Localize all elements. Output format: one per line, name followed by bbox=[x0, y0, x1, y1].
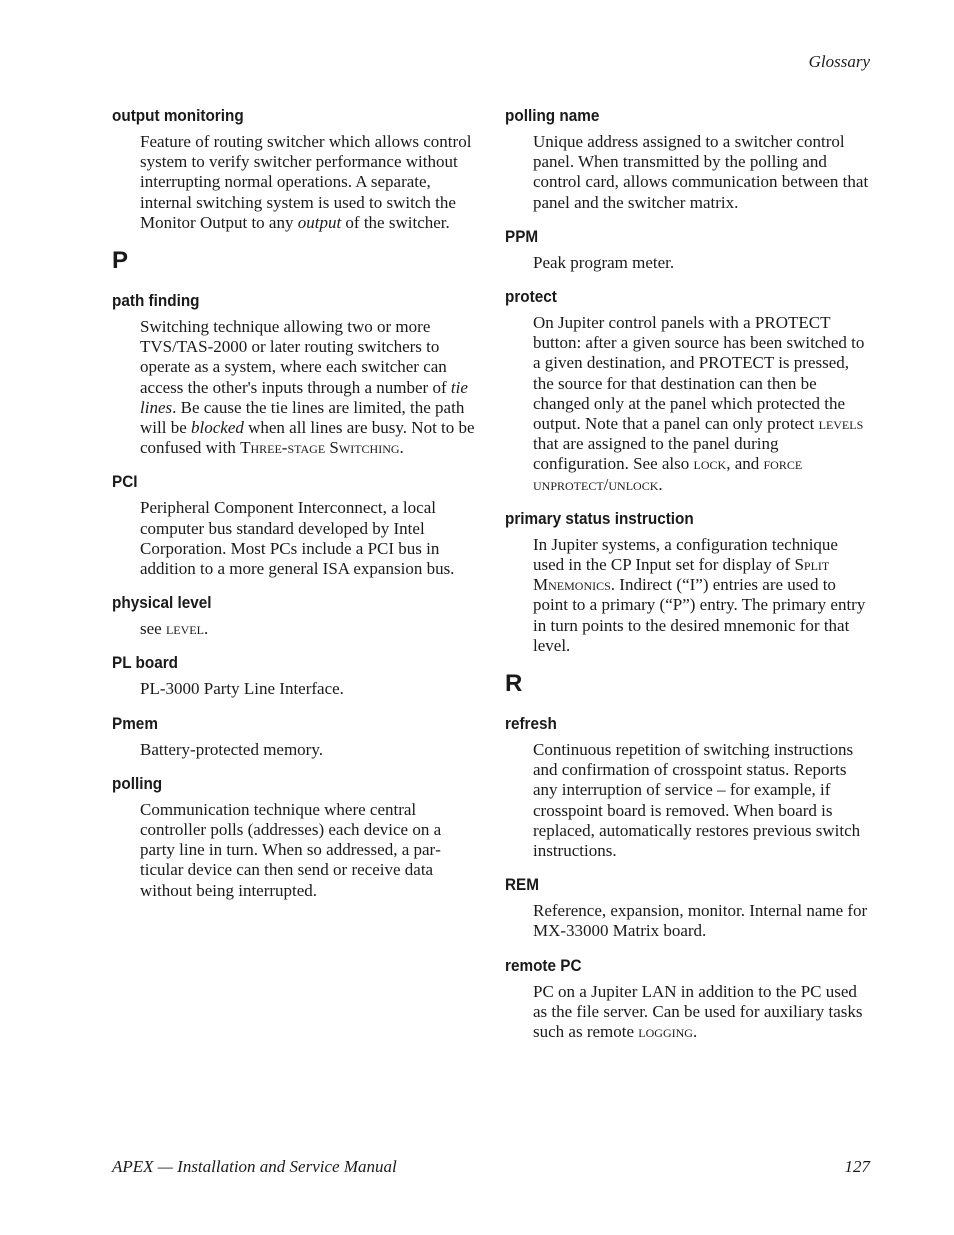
right-column bbox=[505, 106, 871, 1056]
cross-reference: force unprotect/unlock bbox=[533, 454, 803, 494]
glossary-entry-polling bbox=[112, 774, 478, 901]
term-heading: PCI bbox=[112, 472, 138, 492]
term-definition: Continuous repetition of switching instructions and confirmation of crosspoint status. Reports any interruption of service – for example, if crosspoint board is removed. When board is replaced, automatically restores previous switch instructions. bbox=[533, 740, 861, 861]
definition-text: . bbox=[692, 1022, 698, 1042]
definition-text: see bbox=[140, 619, 166, 639]
term-heading: PPM bbox=[505, 226, 539, 246]
term-definition: PL-3000 Party Line Interface. bbox=[140, 679, 344, 699]
term-heading: physical level bbox=[112, 593, 212, 613]
term-definition bbox=[140, 132, 478, 233]
section-letter-p: P bbox=[112, 247, 129, 275]
term-definition: Reference, expansion, monitor. Internal name for MX-33000 Matrix board. bbox=[533, 901, 868, 941]
term-definition bbox=[533, 313, 871, 495]
running-header: Glossary bbox=[808, 52, 870, 71]
glossary-entry-physical-level bbox=[112, 593, 478, 639]
cross-reference: level bbox=[165, 619, 204, 639]
glossary-entry-ppm bbox=[505, 227, 871, 273]
cross-reference: Three-stage Switching bbox=[240, 438, 400, 458]
definition-text: . bbox=[399, 438, 404, 458]
term-definition: Peak program meter. bbox=[533, 252, 675, 272]
term-definition: Unique address assigned to a switcher control panel. When transmitted by the polling and control card, allows communication between that panel and the switcher matrix. bbox=[533, 132, 869, 212]
term-definition bbox=[140, 619, 478, 639]
cross-reference: Split Mnemonics bbox=[533, 555, 830, 595]
glossary-entry-remote-pc bbox=[505, 956, 871, 1043]
definition-text: when all lines are busy. Not to be confused with bbox=[140, 418, 475, 458]
cross-reference: logging bbox=[638, 1022, 693, 1042]
definition-text: of the switcher. bbox=[341, 212, 450, 232]
term-definition: Peripheral Component Interconnect, a local computer bus standard developed by Intel Corporation. Most PCs include a PCI bus in addition to a more general ISA expansion bus. bbox=[140, 498, 455, 579]
cross-reference: lock bbox=[693, 454, 727, 474]
glossary-entry-refresh bbox=[505, 714, 871, 861]
left-column bbox=[112, 106, 478, 915]
footer-manual-title: APEX — Installation and Service Manual bbox=[112, 1157, 397, 1176]
term-heading: protect bbox=[505, 287, 557, 307]
definition-emphasis: blocked bbox=[191, 418, 244, 438]
definition-text: , and bbox=[726, 454, 764, 474]
glossary-entry-pl-board bbox=[112, 653, 478, 699]
term-heading: output monitoring bbox=[112, 106, 244, 125]
glossary-entry-pmem bbox=[112, 714, 478, 760]
glossary-entry-primary-status-instruction bbox=[505, 509, 871, 656]
term-heading: Pmem bbox=[112, 713, 158, 733]
definition-text: . Be cause the tie lines are limited, the path will be bbox=[140, 397, 465, 438]
glossary-entry-protect bbox=[505, 287, 871, 495]
definition-emphasis: tie lines bbox=[140, 377, 468, 417]
term-heading: polling bbox=[112, 773, 163, 793]
glossary-entry-pci bbox=[112, 472, 478, 579]
term-definition: Communication technique where central controller polls (addresses) each device on a party line in turn. When so addressed, a particular device can then send or receive data without being interrupted. bbox=[140, 799, 442, 900]
term-heading: REM bbox=[505, 875, 540, 895]
term-heading: remote PC bbox=[505, 955, 582, 975]
definition-text: Feature of routing switcher which allows control system to verify switcher performance without interrupting normal operations. A separate, internal switching system is used to switch the Monitor Output to any bbox=[140, 132, 472, 232]
definition-text: . bbox=[658, 474, 663, 494]
definition-text: that are assigned to the panel during configuration. See also bbox=[533, 434, 779, 474]
term-heading: polling name bbox=[505, 106, 600, 125]
cross-reference: levels bbox=[818, 414, 864, 434]
definition-text: . Indirect (“I”) entries are used to point to a primary (“P”) entry. The primary entry in turn points to the desired mnemonic for that level. bbox=[533, 575, 866, 655]
glossary-entry-output-monitoring bbox=[112, 106, 478, 233]
definition-text: PC on a Jupiter LAN in addition to the PC used as the file server. Can be used for auxiliary tasks such as remote bbox=[533, 981, 863, 1042]
term-heading: refresh bbox=[505, 714, 557, 734]
term-definition bbox=[140, 317, 478, 458]
term-definition bbox=[533, 535, 871, 656]
term-definition bbox=[533, 982, 871, 1043]
definition-text: On Jupiter control panels with a PROTECT button: after a given source has been switched to a given destination, and PROTECT is pressed, the source for that destination can then be changed only at the panel which protected the output. Note that a panel can only protect bbox=[533, 313, 865, 434]
definition-emphasis: output bbox=[297, 212, 342, 232]
glossary-entry-rem bbox=[505, 875, 871, 941]
glossary-entry-path-finding bbox=[112, 291, 478, 458]
term-heading: PL board bbox=[112, 653, 179, 673]
definition-text: . bbox=[203, 619, 209, 639]
term-heading: path finding bbox=[112, 291, 200, 311]
term-heading: primary status instruction bbox=[505, 508, 694, 528]
glossary-entry-polling-name bbox=[505, 106, 871, 213]
footer-page-number: 127 bbox=[844, 1157, 870, 1176]
definition-text: In Jupiter systems, a configuration technique used in the CP Input set for display of bbox=[533, 534, 838, 575]
term-definition: Battery-protected memory. bbox=[140, 739, 323, 759]
definition-text: Switching technique allowing two or more TVS/TAS-2000 or later routing switchers to operate as a system, where each switcher can access the other's inputs through a number of bbox=[140, 317, 451, 397]
section-letter-r: R bbox=[505, 670, 523, 698]
